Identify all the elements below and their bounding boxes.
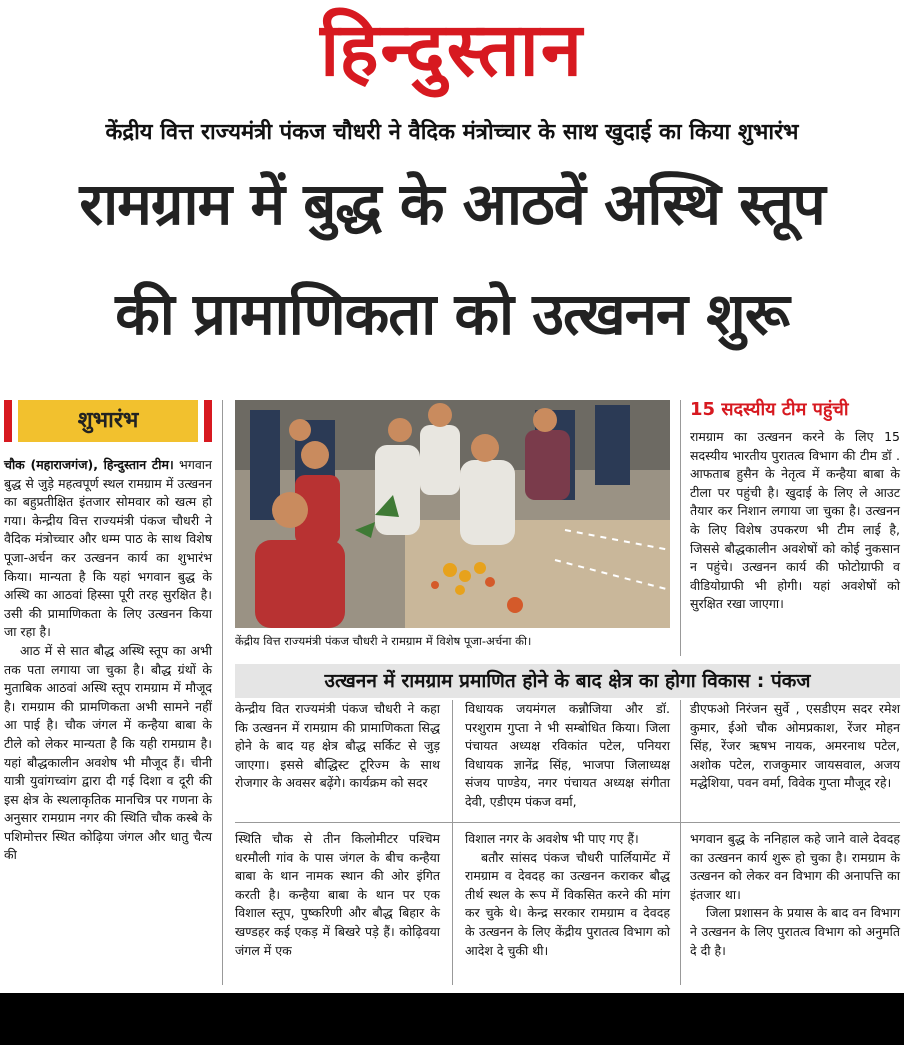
column-divider-mid-1: [452, 700, 453, 985]
masthead: [0, 0, 904, 112]
story2-heading: उत्खनन में रामग्राम प्रमाणित होने के बाद क्षेत्र का होगा विकास : पंकज: [235, 664, 900, 698]
puja-ceremony-photo: [235, 400, 670, 628]
lower-column-3-para-b: जिला प्रशासन के प्रयास के बाद वन विभाग ने उत्खनन के लिए पुरातत्व विभाग को अनुमति दे दी है।: [690, 905, 900, 958]
byline: चौक (महाराजगंज), हिन्दुस्तान टीम।: [4, 457, 174, 472]
story2-column-1: केन्द्रीय वित राज्यमंत्री पंकज चौधरी ने कहा कि उत्खनन में रामग्राम की प्रामाणिकता सिद्ध होने के बाद यह क्षेत्र बौद्ध सर्किट से जुड़ जाएगा। इससे बौद्धिस्ट टूरिज्म के साथ रोजगार के अवसर बढ़ेंगे। कार्यक्रम को सदर: [235, 701, 440, 791]
lower-column-2-para-b: बतौर सांसद पंकज चौधरी पार्लियामेंट में रामग्राम व देवदह का उत्खनन कराकर बौद्ध तीर्थ स्थल के रूप में विकसित करने की मांग कर चुके थे। केन्द्र सरकार रामग्राम व देवदह के उत्खनन के लिए केंद्रीय पुरातत्व विभाग को आदेश दे चुकी थी।: [465, 849, 670, 958]
tag-label: शुभारंभ: [18, 400, 198, 442]
sidebar-title: 15 सदस्यीय टीम पहुंची: [690, 399, 849, 420]
photo-caption: केंद्रीय वित्त राज्यमंत्री पंकज चौधरी ने रामग्राम में विशेष पूजा-अर्चना की।: [235, 634, 532, 648]
main-headline-line-2: की प्रामाणिकता को उत्खनन शुरू: [115, 280, 789, 348]
sidebar-body: रामग्राम का उत्खनन करने के लिए 15 सदस्यीय भारतीय पुरातत्व विभाग की टीम डॉ . आफताब हुसैन के नेतृत्व में कन्हैया बाबा के टीला पर पहुंची है। खुदाई के लिए ले आउट तैयार कर निशान लगाया जा चुका है। उत्खनन के लिए विशेष उपकरण भी टीम लाई है, जिससे बौद्धकालीन अवशेषों को कोई नुकसान न पहुंचे। उत्खनन कार्य की फोटोग्राफी व वीडियोग्राफी भी होगी। यहां अवशेषों को सुरक्षित रखा जाएगा।: [690, 429, 900, 612]
lower-column-3-para-a: भगवान बुद्ध के ननिहाल कहे जाने वाले देवदह का उत्खनन कार्य शुरू हो चुका है। रामग्राम के उत्खनन को लेकर वन विभाग की अनापत्ति का इंतजार था।: [690, 831, 900, 902]
kicker-headline: केंद्रीय वित्त राज्यमंत्री पंकज चौधरी ने वैदिक मंत्रोच्चार के साथ खुदाई का किया शुभारंभ: [105, 120, 799, 145]
lower-column-1: स्थिति चौक से तीन किलोमीटर पश्चिम धरमौली गांव के पास जंगल के बीच कन्हैया बाबा के थान नामक स्थान की ओर इंगित करती है। कन्हैया बाबा के थान पर एक विशाल स्तूप, पुष्करिणी और बौद्ध बिहार के खण्डहर कई एकड़ में बिखरे पड़े हैं। कोढ़िवया जंगल में एक: [235, 831, 440, 958]
section-tag: [4, 400, 212, 442]
story2-column-3: डीएफओ निरंजन सुर्वे , एसडीएम सदर रमेश कुमार, ईओ चौक ओमप्रकाश, रेंजर मोहन सिंह, रेंजर ऋषभ नायक, अमरनाथ पटेल, अशोक पटेल, राजकुमार जायसवाल, अजय मद्धेशिया, पवन वर्मा, विवेक गुप्ता मौजूद रहे।: [690, 701, 900, 791]
tag-bar-right: [204, 400, 212, 442]
left-para-1: भगवान बुद्ध से जुड़े महत्वपूर्ण स्थल रामग्राम में उत्खनन का बहुप्रतीक्षित इंतजार सोमवार को खत्म हो गया। केन्द्रीय वित्त राज्यमंत्री पंकज चौधरी ने वैदिक मंत्रोच्चार और धम्म पाठ के साथ विशेष पूजा-अर्चन कर उत्खनन कार्य का शुभारंभ किया। मान्यता है कि यहां भगवान बुद्ध के अस्थि का आठवां हिस्सा पूरी तरह सुरक्षित है। उसी की प्रामाणिकता के लिए उत्खनन किया जा रहा है।: [4, 457, 212, 640]
tag-bar-left: [4, 400, 12, 442]
left-column: [4, 456, 212, 865]
column-divider-sidebar: [680, 400, 681, 656]
news-photo: [235, 400, 670, 628]
column-divider-mid-2: [680, 700, 681, 985]
lower-column-2-para-a: विशाल नगर के अवशेष भी पाए गए हैं।: [465, 831, 639, 846]
column-divider-left: [222, 400, 223, 985]
story2-bottom-rule: [235, 822, 900, 823]
main-headline-line-1: रामग्राम में बुद्ध के आठवें अस्थि स्तूप: [79, 170, 825, 238]
story2-column-2: विधायक जयमंगल कन्नौजिया और डॉ. परशुराम गुप्ता ने भी सम्बोधित किया। जिला पंचायत अध्यक्ष रविकांत पटेल, पनियरा विधायक ज्ञानेंद्र सिंह, भाजपा जिलाध्यक्ष संजय पाण्डेय, नगर पंचायत अध्यक्ष संगीता देवी, एडीएम पंकज वर्मा,: [465, 701, 670, 809]
newspaper-logo: हिन्दुस्तान: [320, 7, 584, 93]
left-para-2: आठ में से सात बौद्ध अस्थि स्तूप का अभी तक पता लगाया जा चुका है। बौद्ध ग्रंथों के मुताबिक आठवां अस्थि स्तूप रामग्राम में मौजूद है। रामग्राम की प्रामणिकता अभी सामने नहीं आ पाई है। चौक जंगल में कन्हैया बाबा के टीले को लेकर मान्यता है कि यही रामग्राम है। यहां बौद्धकालीन अवशेष भी मौजूद हैं। चीनी यात्री युवांगच्वांग द्वारा दी गई दिशा व दूरी की इस क्षेत्र के स्थलाकृतिक मानचित्र पर गणना के अनुसार रामग्राम नगर की स्थिति चौक कस्बे के पशिमोत्तर स्थित कोढ़िया जंगल और धातु चैत्य की: [4, 642, 212, 863]
lower-column-3: [690, 830, 900, 960]
lower-column-2: [465, 830, 670, 960]
